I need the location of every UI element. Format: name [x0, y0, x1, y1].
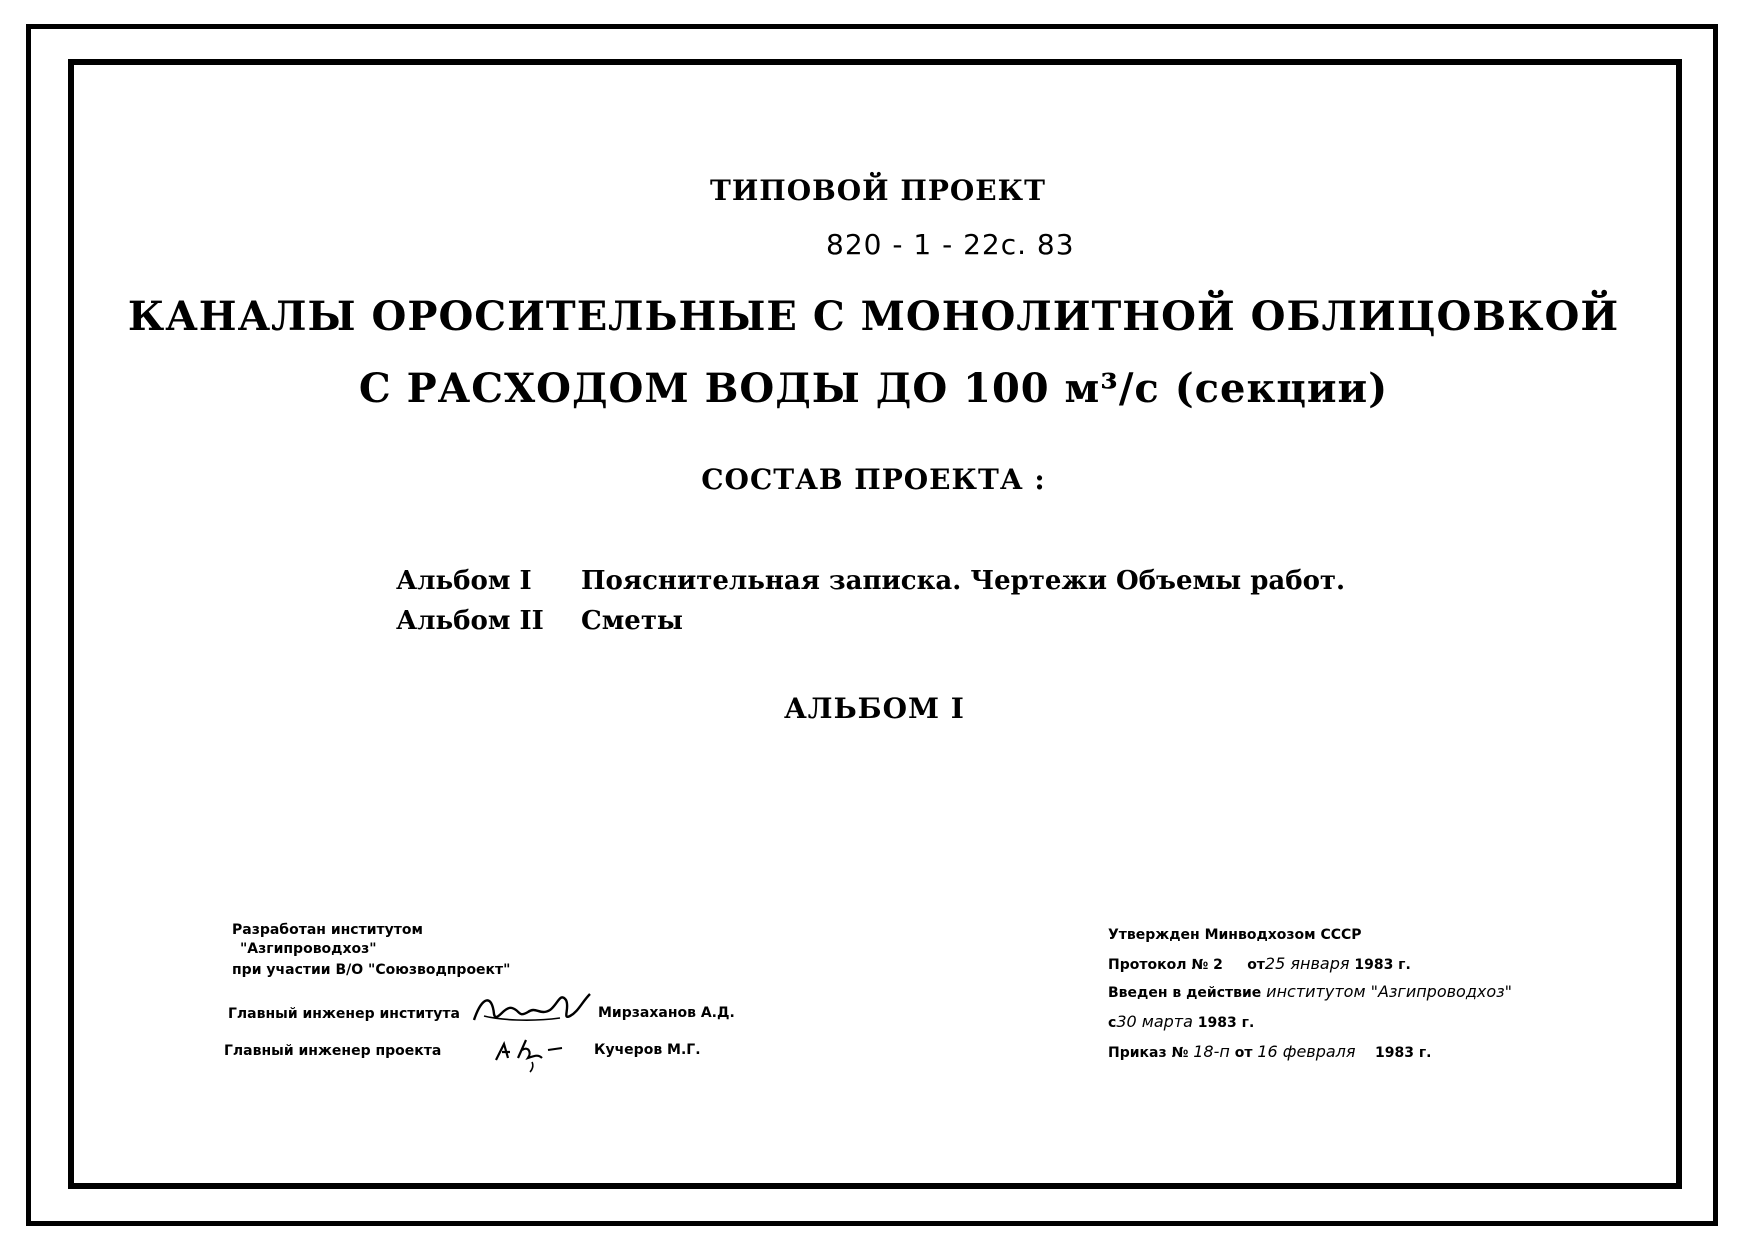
album-description: Пояснительная записка. Чертежи Объемы работ. [581, 566, 1346, 596]
protocol-number: 2 [1213, 957, 1223, 973]
introduced-year: 1983 г. [1197, 1015, 1255, 1031]
composition-heading: СОСТАВ ПРОЕКТА : [701, 463, 1046, 496]
title-line-1: КАНАЛЫ ОРОСИТЕЛЬНЫЕ С МОНОЛИТНОЙ ОБЛИЦОВКОЙ [127, 293, 1620, 340]
protocol-line [1108, 954, 1411, 973]
album-label: Альбом II [396, 606, 544, 636]
introduced-date: 30 марта [1116, 1012, 1193, 1031]
chief-engineer-institute-name: Мирзаханов А.Д. [598, 1005, 735, 1021]
album-label: Альбом I [396, 566, 532, 596]
approved-by: Утвержден Минводхозом СССР [1108, 927, 1362, 943]
developer-line-2: "Азгипроводхоз" [240, 941, 377, 957]
developer-line-3: при участии В/О "Союзводпроект" [232, 962, 511, 978]
order-label: Приказ № [1108, 1045, 1189, 1061]
introduced-date-line [1108, 1012, 1254, 1031]
chief-engineer-project-label: Главный инженер проекта [224, 1043, 442, 1059]
doc-type: ТИПОВОЙ ПРОЕКТ [710, 174, 1046, 207]
protocol-year: 1983 г. [1354, 957, 1411, 973]
signature-mirzakhanov [470, 986, 605, 1030]
protocol-date: 25 января [1264, 954, 1350, 973]
protocol-label: Протокол № [1108, 957, 1209, 973]
order-date: 16 февраля [1257, 1042, 1356, 1061]
order-number: 18-п [1193, 1042, 1230, 1061]
introduced-label: Введен в действие [1108, 985, 1262, 1001]
current-album: АЛЬБОМ I [784, 692, 965, 725]
introduced-from: с [1108, 1015, 1117, 1031]
developer-line-1: Разработан институтом [232, 922, 423, 938]
chief-engineer-project-name: Кучеров М.Г. [594, 1042, 701, 1058]
order-from: от [1234, 1045, 1253, 1061]
signature-kucherov [492, 1030, 572, 1074]
order-year: 1983 г. [1375, 1045, 1432, 1061]
protocol-from: от [1247, 957, 1265, 973]
chief-engineer-institute-label: Главный инженер института [228, 1006, 460, 1022]
order-line [1108, 1042, 1432, 1061]
introduced-line [1108, 982, 1512, 1001]
doc-number: 820 - 1 - 22с. 83 [826, 228, 1075, 261]
title-line-2: С РАСХОДОМ ВОДЫ ДО 100 м³/с (секции) [358, 365, 1389, 412]
album-description: Сметы [581, 606, 683, 636]
introduced-by: институтом "Азгипроводхоз" [1266, 982, 1513, 1001]
